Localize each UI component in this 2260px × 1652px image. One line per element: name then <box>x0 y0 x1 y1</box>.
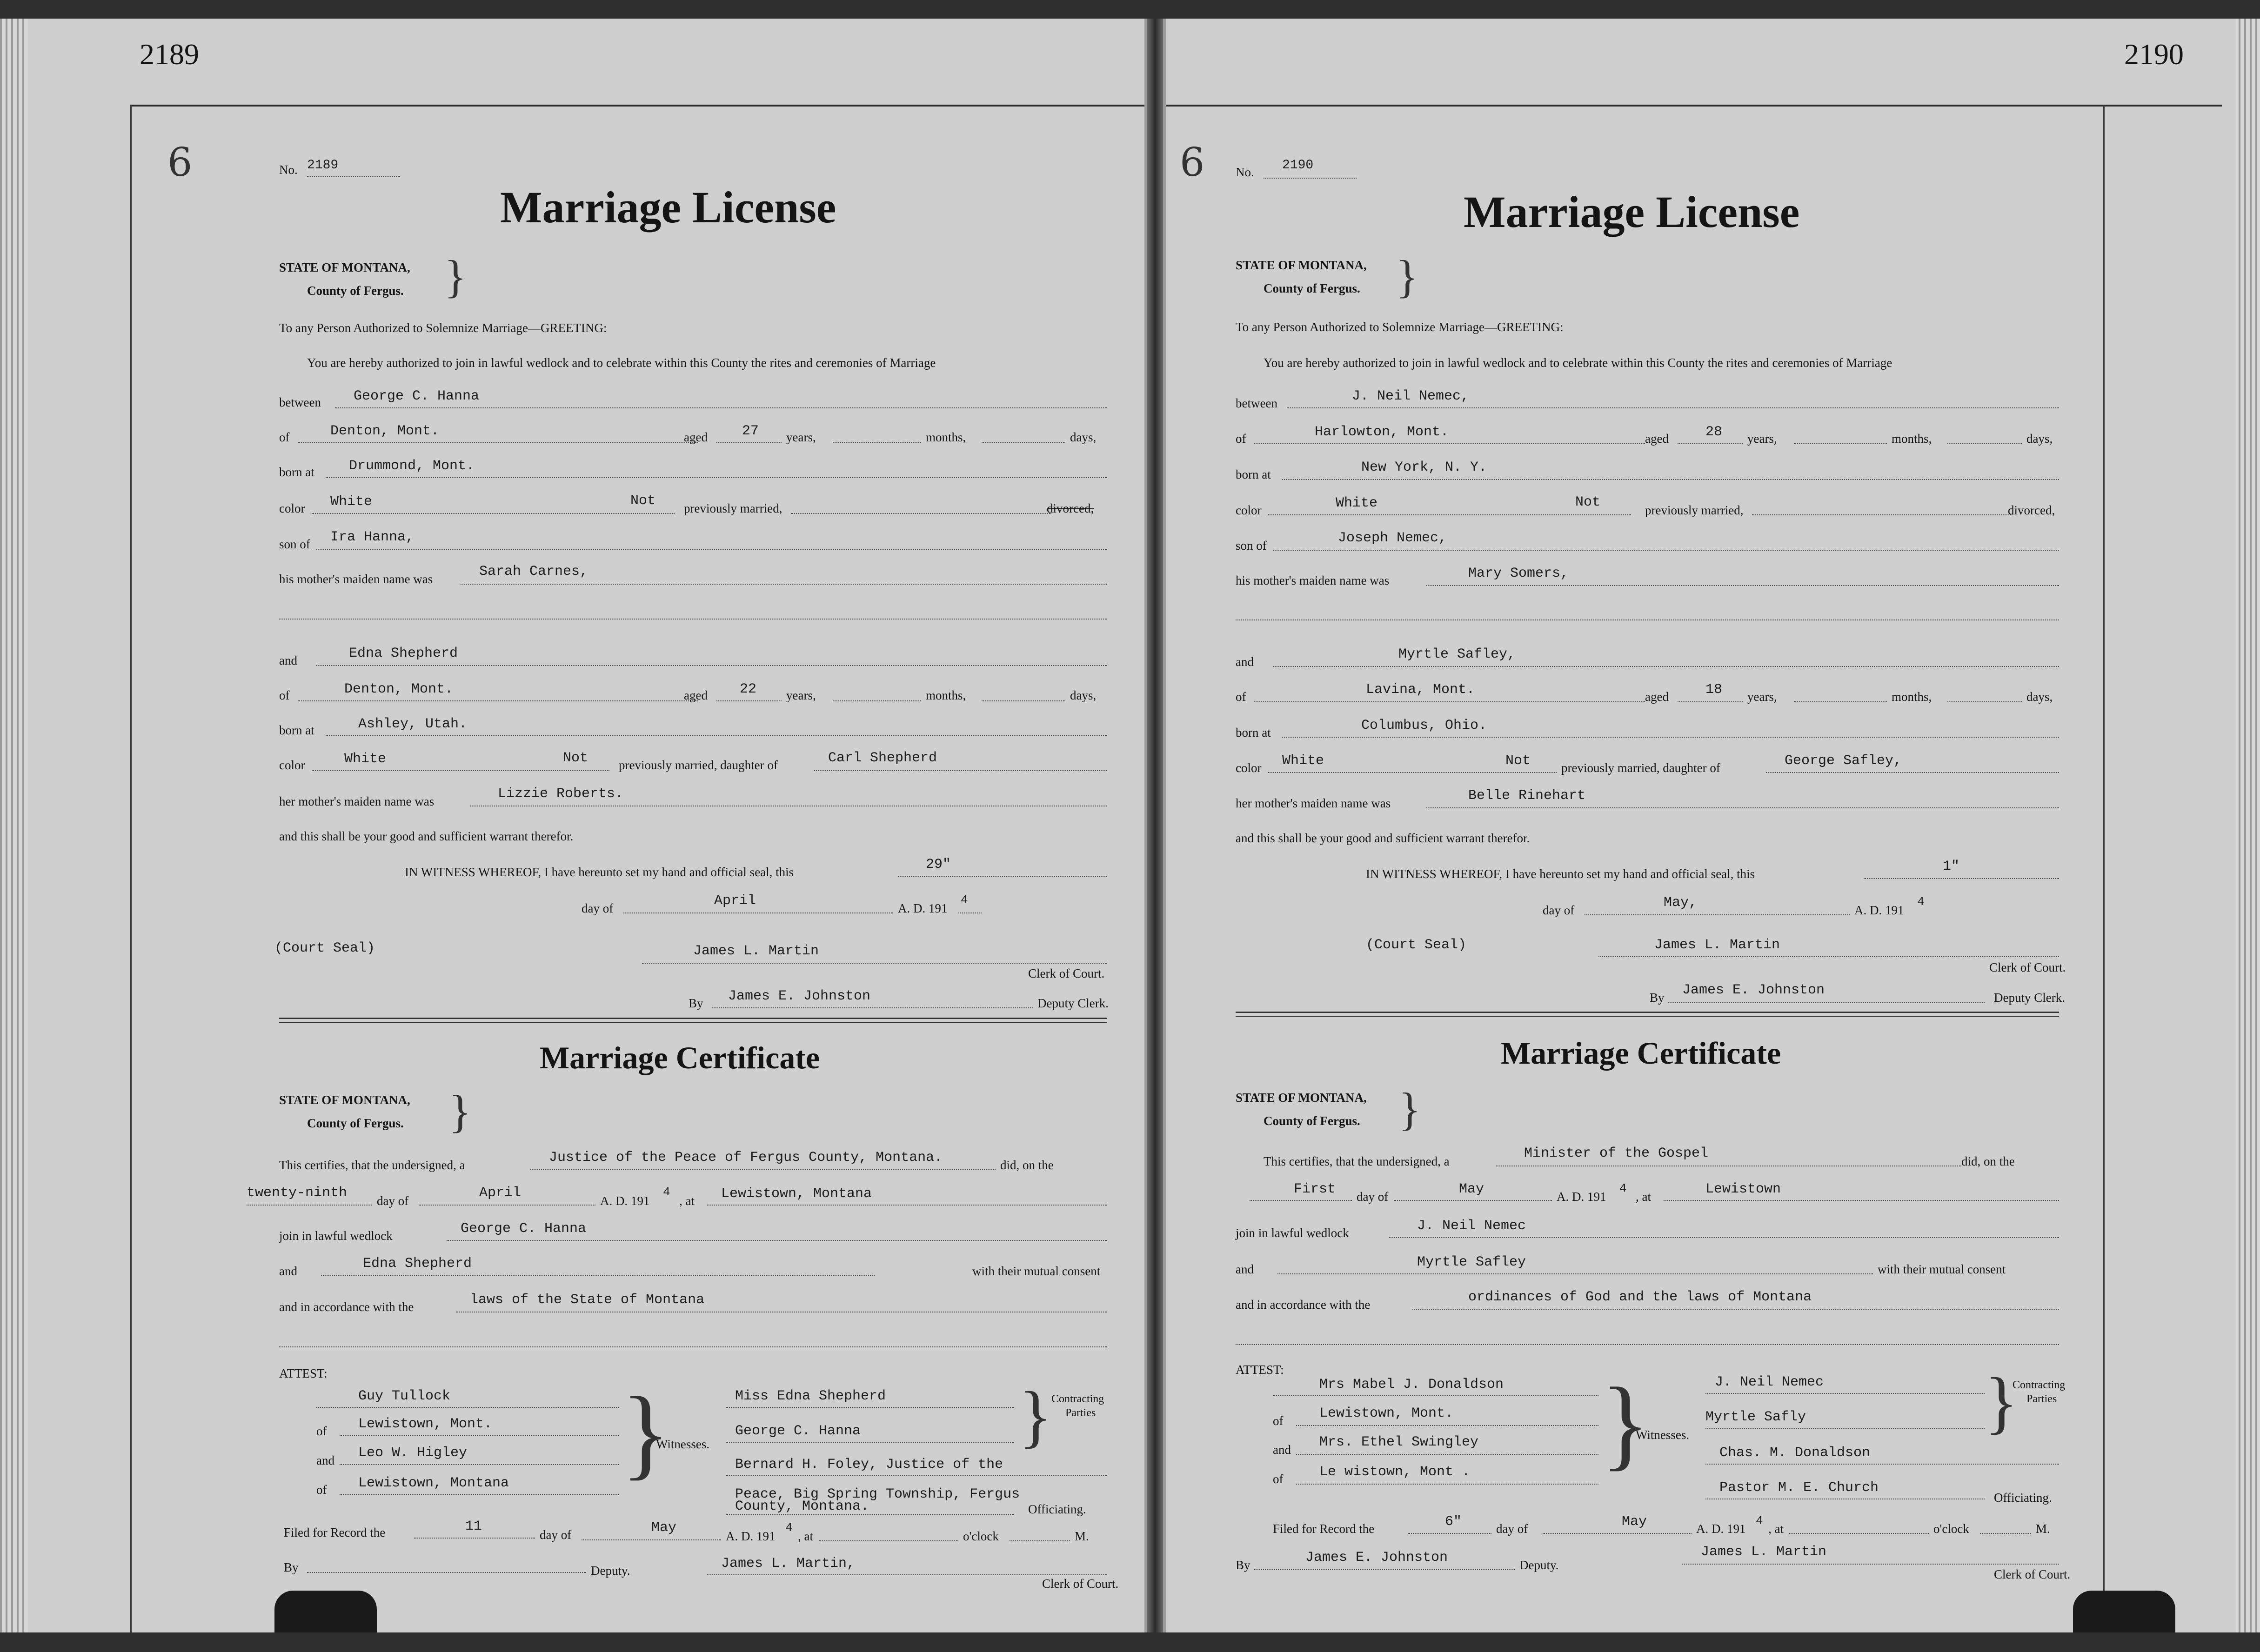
certificate-title: Marriage Certificate <box>540 1040 820 1075</box>
years-label: years, <box>1747 690 1777 704</box>
contracting-party-2: George C. Hanna <box>735 1423 861 1439</box>
join-label: join in lawful wedlock <box>1236 1226 1349 1240</box>
accordance-text: and in accordance with the <box>1236 1298 1371 1312</box>
deputy-clerk-label: Deputy Clerk. <box>1994 991 2065 1005</box>
her-mother-label: her mother's maiden name was <box>279 794 435 808</box>
county-label: County of Fergus. <box>1264 281 1360 295</box>
brace: } <box>1019 1378 1052 1455</box>
cert-county-label: County of Fergus. <box>307 1116 404 1130</box>
mother-label: his mother's maiden name was <box>1236 573 1390 587</box>
consent-text: with their mutual consent <box>1878 1262 2006 1276</box>
witness-1-residence: Lewistown, Mont. <box>1319 1406 1454 1421</box>
bride-age: 18 <box>1705 682 1723 698</box>
license-no-label: No. <box>279 163 298 177</box>
cert-month: May <box>1459 1181 1484 1197</box>
greeting-text: To any Person Authorized to Solemnize Marriage—GREETING: <box>279 321 607 335</box>
and-label: and <box>1236 655 1254 669</box>
cert-place: Lewistown, Montana <box>721 1186 872 1202</box>
warrant-text: and this shall be your good and sufficient warrant therefor. <box>279 829 574 843</box>
consent-text: with their mutual consent <box>972 1264 1101 1278</box>
header-rule <box>130 105 1144 107</box>
bride-mother: Lizzie Roberts. <box>498 786 624 802</box>
ad-label: A. D. 191 <box>1854 903 1904 917</box>
cert-month: April <box>479 1185 522 1201</box>
brace: } <box>444 251 467 302</box>
color-label: color <box>279 758 305 772</box>
deputy-label: Deputy. <box>591 1564 630 1578</box>
filed-label: Filed for Record the <box>1273 1522 1375 1536</box>
bride-name: Myrtle Safley, <box>1398 646 1516 662</box>
county-label: County of Fergus. <box>307 284 404 298</box>
groom-residence: Harlowton, Mont. <box>1315 424 1449 440</box>
ad-label: A. D. 191 <box>1557 1190 1606 1204</box>
day-of-label: day of <box>1357 1190 1389 1204</box>
months-label: months, <box>1892 432 1932 446</box>
groom-color: White <box>1336 495 1378 511</box>
attest-label: ATTEST: <box>1236 1363 1284 1377</box>
cert-laws: ordinances of God and the laws of Montana <box>1468 1289 1812 1305</box>
months-label: months, <box>926 430 966 444</box>
did-on-label: did, on the <box>1961 1154 2015 1168</box>
groom-age: 27 <box>742 423 759 439</box>
cert-clerk-signature: James L. Martin <box>1701 1544 1827 1560</box>
ad-label: A. D. 191 <box>898 901 948 915</box>
of-label: of <box>1273 1472 1284 1486</box>
cert-state-label: STATE OF MONTANA, <box>1236 1091 1367 1105</box>
license-no-value: 2190 <box>1282 158 1314 173</box>
brace: } <box>621 1376 670 1489</box>
and-label: and <box>1236 1262 1254 1276</box>
oclock-label: o'clock <box>963 1529 999 1543</box>
groom-birthplace: Drummond, Mont. <box>349 458 475 474</box>
months-label: months, <box>1892 690 1932 704</box>
day-of-label: day of <box>582 901 614 915</box>
cert-state-label: STATE OF MONTANA, <box>279 1093 410 1107</box>
by-label: By <box>1650 991 1665 1005</box>
brace: } <box>1396 251 1418 302</box>
by-label: By <box>1236 1558 1250 1572</box>
brace: } <box>1398 1083 1421 1135</box>
groom-name: J. Neil Nemec, <box>1352 388 1470 404</box>
officiant-title: Minister of the Gospel <box>1524 1146 1709 1161</box>
day-of-label: day of <box>540 1528 572 1542</box>
color-label: color <box>1236 761 1262 775</box>
brace: } <box>1601 1366 1650 1480</box>
years-label: years, <box>1747 432 1777 446</box>
at-label: , at <box>679 1194 695 1208</box>
did-on-label: did, on the <box>1000 1158 1054 1172</box>
days-label: days, <box>2026 690 2053 704</box>
greeting-text: To any Person Authorized to Solemnize Marriage—GREETING: <box>1236 320 1564 334</box>
groom-mother: Sarah Carnes, <box>479 564 588 580</box>
mother-label: his mother's maiden name was <box>279 572 433 586</box>
prev-married-label: previously married, <box>684 501 782 515</box>
between-label: between <box>279 395 321 409</box>
bride-prev-married: Not <box>563 750 588 766</box>
aged-label: aged <box>684 688 708 702</box>
certificate-title: Marriage Certificate <box>1501 1035 1781 1071</box>
of-label: of <box>316 1424 327 1438</box>
of-label: of <box>316 1483 327 1497</box>
book-clip <box>274 1591 377 1632</box>
cert-day: First <box>1294 1181 1336 1197</box>
margin-rule <box>2103 105 2105 1632</box>
witness-text: IN WITNESS WHEREOF, I have hereunto set my hand and official seal, this <box>1366 867 1755 881</box>
born-label: born at <box>279 465 314 479</box>
cert-county-label: County of Fergus. <box>1264 1114 1360 1128</box>
license-year: 4 <box>961 893 968 907</box>
bride-color: White <box>344 751 387 767</box>
filed-year: 4 <box>785 1521 793 1535</box>
clerk-signature: James L. Martin <box>1654 937 1780 953</box>
officiant-line-2: Pastor M. E. Church <box>1719 1480 1879 1496</box>
witness-1-name: Guy Tullock <box>358 1388 451 1404</box>
witness-2-residence: Lewistown, Montana <box>358 1475 509 1491</box>
filed-month: May <box>651 1520 677 1536</box>
groom-residence: Denton, Mont. <box>330 423 440 439</box>
authorize-text: You are hereby authorized to join in lawful wedlock and to celebrate within this County the rites and ceremonies of Marriage <box>1264 356 1892 370</box>
bride-prev-married: Not <box>1505 753 1531 769</box>
groom-prev-married: Not <box>1575 494 1601 510</box>
join-label: join in lawful wedlock <box>279 1229 393 1243</box>
page-number: 2190 <box>2124 38 2184 71</box>
contracting-party-1: Miss Edna Shepherd <box>735 1388 886 1404</box>
cert-bride: Edna Shepherd <box>363 1256 472 1272</box>
cert-place: Lewistown <box>1705 1181 1781 1197</box>
certifies-text: This certifies, that the undersigned, a <box>1264 1154 1450 1168</box>
officiant-line-1: Bernard H. Foley, Justice of the <box>735 1457 1003 1472</box>
years-label: years, <box>786 430 816 444</box>
day-of-label: day of <box>1496 1522 1528 1536</box>
margin-mark: 6 <box>1180 140 1205 185</box>
at-label: , at <box>798 1529 813 1543</box>
at-label: , at <box>1768 1522 1784 1536</box>
certifies-text: This certifies, that the undersigned, a <box>279 1158 465 1172</box>
deputy-signature: James E. Johnston <box>728 988 871 1004</box>
witness-day: 29" <box>926 857 951 873</box>
accordance-text: and in accordance with the <box>279 1300 414 1314</box>
groom-father: Ira Hanna, <box>330 529 415 545</box>
bride-residence: Lavina, Mont. <box>1366 682 1475 698</box>
cert-groom: J. Neil Nemec <box>1417 1218 1526 1234</box>
witness-2-residence: Le wistown, Mont . <box>1319 1464 1471 1480</box>
prev-married-label: previously married, <box>1645 503 1744 517</box>
deputy-signature: James E. Johnston <box>1682 982 1825 998</box>
officiant-title: Justice of the Peace of Fergus County, Montana. <box>549 1150 943 1166</box>
days-label: days, <box>1070 430 1097 444</box>
license-month: April <box>714 893 756 909</box>
bride-father: George Safley, <box>1785 753 1902 769</box>
of-label: of <box>1236 690 1246 704</box>
days-label: days, <box>2026 432 2053 446</box>
divorced-label: divorced, <box>2008 503 2055 517</box>
bride-mother: Belle Rinehart <box>1468 788 1586 804</box>
filed-day: 11 <box>465 1519 482 1534</box>
aged-label: aged <box>1645 432 1669 446</box>
of-label: of <box>1236 432 1246 446</box>
officiating-label: Officiating. <box>1028 1502 1086 1516</box>
day-of-label: day of <box>377 1194 409 1208</box>
license-no-label: No. <box>1236 165 1254 179</box>
cert-day: twenty-ninth <box>247 1185 348 1201</box>
clerk-label: Clerk of Court. <box>1994 1567 2071 1581</box>
color-label: color <box>279 501 305 515</box>
contracting-party-1: J. Neil Nemec <box>1715 1374 1824 1390</box>
witness-2-name: Leo W. Higley <box>358 1445 468 1461</box>
attest-label: ATTEST: <box>279 1366 328 1380</box>
and-label: and <box>1273 1443 1291 1457</box>
daughter-of-label: previously married, daughter of <box>1561 761 1720 775</box>
cert-clerk-signature: James L. Martin, <box>721 1556 856 1572</box>
at-label: , at <box>1636 1190 1651 1204</box>
months-label: months, <box>926 688 966 702</box>
m-label: M. <box>1075 1529 1089 1543</box>
state-label: STATE OF MONTANA, <box>279 260 410 274</box>
license-title: Marriage License <box>500 182 836 232</box>
her-mother-label: her mother's maiden name was <box>1236 796 1391 810</box>
cert-bride: Myrtle Safley <box>1417 1254 1526 1270</box>
groom-mother: Mary Somers, <box>1468 566 1569 581</box>
and-label: and <box>279 653 297 667</box>
cert-year: 4 <box>663 1185 670 1199</box>
parties-label: Parties <box>1065 1407 1096 1419</box>
license-form-right <box>1236 126 2073 1614</box>
days-label: days, <box>1070 688 1097 702</box>
parties-label: Parties <box>2026 1393 2057 1405</box>
section-divider <box>279 1018 1107 1023</box>
witnesses-label: Witnesses. <box>656 1437 710 1451</box>
margin-rule <box>130 105 132 1632</box>
born-label: born at <box>279 723 314 737</box>
bride-birthplace: Columbus, Ohio. <box>1361 718 1487 733</box>
officiant-line-2: Peace, Big Spring Township, Fergus <box>735 1486 1020 1502</box>
license-form-left <box>247 126 1119 1614</box>
color-label: color <box>1236 503 1262 517</box>
and-label: and <box>316 1453 334 1467</box>
oclock-label: o'clock <box>1933 1522 1969 1536</box>
bride-father: Carl Shepherd <box>828 750 937 766</box>
deputy-label: Deputy. <box>1519 1558 1559 1572</box>
groom-prev-married: Not <box>630 493 656 509</box>
brace: } <box>1985 1364 2018 1441</box>
officiant-line-1: Chas. M. Donaldson <box>1719 1445 1871 1461</box>
by-label: By <box>689 996 703 1010</box>
page-number: 2189 <box>140 38 199 71</box>
bride-residence: Denton, Mont. <box>344 681 454 697</box>
brace: } <box>449 1086 471 1137</box>
son-of-label: son of <box>1236 539 1267 553</box>
groom-name: George C. Hanna <box>354 388 480 404</box>
filed-day: 6" <box>1445 1514 1462 1530</box>
contracting-label: Contracting <box>1051 1393 1104 1405</box>
ad-label: A. D. 191 <box>600 1194 650 1208</box>
witness-text: IN WITNESS WHEREOF, I have hereunto set my hand and official seal, this <box>405 865 794 879</box>
right-page <box>1163 19 2236 1632</box>
cert-deputy-signature: James E. Johnston <box>1305 1550 1448 1565</box>
cert-year: 4 <box>1619 1181 1627 1195</box>
years-label: years, <box>786 688 816 702</box>
witness-2-name: Mrs. Ethel Swingley <box>1319 1434 1479 1450</box>
book-clip <box>2073 1591 2175 1632</box>
deputy-clerk-label: Deputy Clerk. <box>1037 996 1109 1010</box>
ad-label: A. D. 191 <box>726 1529 776 1543</box>
section-divider <box>1236 1012 2059 1017</box>
between-label: between <box>1236 396 1277 410</box>
bride-age: 22 <box>740 681 757 697</box>
warrant-text: and this shall be your good and sufficient warrant therefor. <box>1236 831 1530 845</box>
witnesses-label: Witnesses. <box>1636 1428 1690 1442</box>
bride-color: White <box>1282 753 1324 769</box>
son-of-label: son of <box>279 537 310 551</box>
officiating-label: Officiating. <box>1994 1491 2052 1505</box>
clerk-signature: James L. Martin <box>693 943 819 959</box>
m-label: M. <box>2036 1522 2050 1536</box>
groom-color: White <box>330 494 373 510</box>
witness-1-residence: Lewistown, Mont. <box>358 1416 493 1432</box>
license-month: May, <box>1664 895 1698 911</box>
cert-groom: George C. Hanna <box>461 1221 587 1237</box>
of-label: of <box>279 688 290 702</box>
of-label: of <box>279 430 290 444</box>
bride-birthplace: Ashley, Utah. <box>358 716 468 732</box>
cert-laws: laws of the State of Montana <box>470 1292 705 1308</box>
left-page <box>28 19 1147 1632</box>
daughter-of-label: previously married, daughter of <box>619 758 778 772</box>
and-label: and <box>279 1264 297 1278</box>
court-seal: (Court Seal) <box>274 940 375 956</box>
right-page-edges <box>2233 19 2260 1632</box>
groom-father: Joseph Nemec, <box>1338 530 1447 546</box>
clerk-label: Clerk of Court. <box>1989 960 2066 974</box>
clerk-label: Clerk of Court. <box>1042 1577 1119 1591</box>
aged-label: aged <box>684 430 708 444</box>
divorced-label: divorced, <box>1047 501 1094 515</box>
born-label: born at <box>1236 726 1271 739</box>
ad-label: A. D. 191 <box>1696 1522 1746 1536</box>
bride-name: Edna Shepherd <box>349 646 458 661</box>
of-label: of <box>1273 1414 1284 1428</box>
authorize-text: You are hereby authorized to join in lawful wedlock and to celebrate within this County the rites and ceremonies of Marriage <box>307 356 936 370</box>
contracting-label: Contracting <box>2013 1379 2066 1391</box>
day-of-label: day of <box>1543 903 1575 917</box>
by-label: By <box>284 1560 299 1574</box>
groom-birthplace: New York, N. Y. <box>1361 460 1487 475</box>
license-title: Marriage License <box>1464 187 1800 237</box>
license-no-value: 2189 <box>307 158 339 173</box>
license-year: 4 <box>1917 895 1925 909</box>
state-label: STATE OF MONTANA, <box>1236 258 1367 272</box>
header-rule <box>1166 105 2222 107</box>
contracting-party-2: Myrtle Safly <box>1705 1409 1806 1425</box>
witness-day: 1" <box>1943 859 1960 874</box>
groom-age: 28 <box>1705 424 1723 440</box>
left-page-edges <box>0 19 28 1632</box>
filed-year: 4 <box>1756 1514 1763 1528</box>
court-seal: (Court Seal) <box>1366 937 1467 953</box>
witness-1-name: Mrs Mabel J. Donaldson <box>1319 1377 1504 1392</box>
aged-label: aged <box>1645 690 1669 704</box>
book-gutter <box>1147 19 1163 1632</box>
margin-mark: 6 <box>167 140 193 185</box>
clerk-label: Clerk of Court. <box>1028 966 1105 980</box>
born-label: born at <box>1236 467 1271 481</box>
filed-month: May <box>1622 1514 1647 1530</box>
filed-label: Filed for Record the <box>284 1525 386 1539</box>
officiant-line-3: County, Montana. <box>735 1499 869 1514</box>
